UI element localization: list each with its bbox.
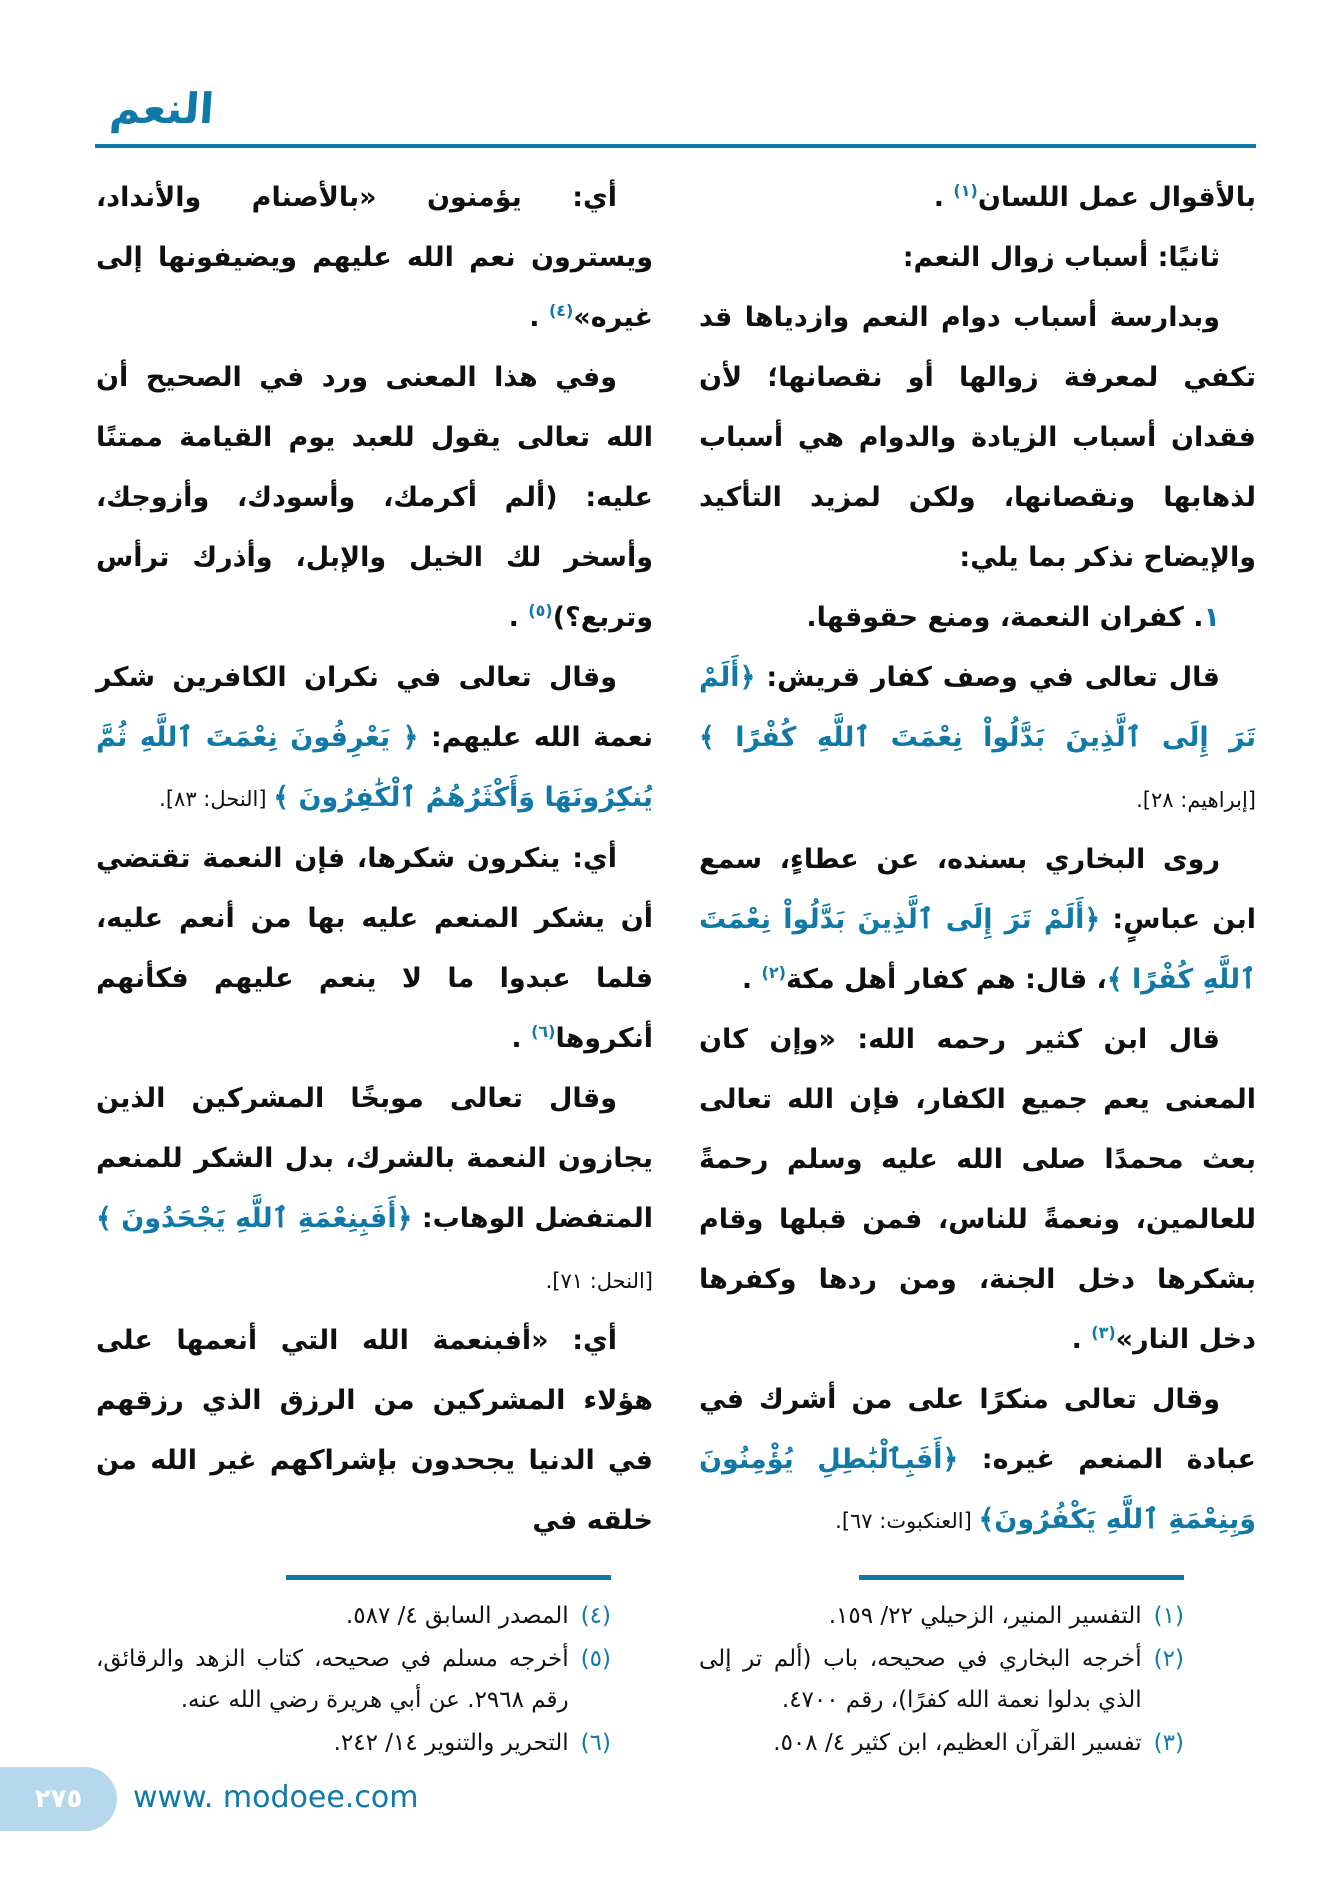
right-column — [699, 168, 1256, 1766]
verse-reference: [إبراهيم: ٢٨]. — [1136, 788, 1256, 812]
footnotes-separator — [859, 1575, 1184, 1580]
footnote-number: (٦) — [580, 1730, 611, 1756]
paragraph-provision-explanation — [96, 1311, 653, 1551]
footnote-number: (١) — [1153, 1603, 1184, 1629]
paragraph-text: بالأقوال عمل اللسان — [977, 182, 1256, 213]
footnote-number: (٣) — [1153, 1730, 1184, 1756]
page-number: ٢٧٥ — [34, 1784, 83, 1814]
paragraph-text: . — [933, 182, 954, 213]
website-url: www. modoee.com — [133, 1780, 419, 1815]
list-number: ١ — [1203, 602, 1220, 633]
paragraph-text: روى البخاري بسنده، عن عطاءٍ، سمع ابن عباسٍ: — [699, 844, 1256, 935]
paragraph-text: وفي هذا المعنى ورد في الصحيح أن الله تعالى يقول للعبد يوم القيامة ممتنًا عليه: (ألم أكرمك، وأسودك، وأزوجك، وأسخر لك الخيل والإبل، وأذرك ترأس وتربع؟) — [96, 362, 653, 633]
paragraph-text: . — [529, 302, 549, 333]
paragraph-study-reasons: وبدارسة أسباب دوام النعم وازدياها قد تكفي لمعرفة زوالها أو نقصانها؛ لأن فقدان أسباب الزيادة والدوام هي أسباب لذهابها ونقصانها، ولكن لمزيد التأكيد والإيضاح نذكر بما يلي: — [699, 302, 1256, 573]
paragraph-text: أي: ينكرون شكرها، فإن النعمة تقتضي أن يشكر المنعم عليه بها من أنعم عليه، فلما عبدوا ما لا ينعم عليهم فكأنهم أنكروها — [96, 843, 653, 1054]
paragraph-denial-explanation — [96, 829, 653, 1069]
paragraph-text: قال ابن كثير رحمه الله: «وإن كان المعنى يعم جميع الكفار، فإن الله تعالى بعث محمدًا صلى الله عليه وسلم رحمةً للعالمين، ونعمةً للناس، فمن قبلها وقام بشكرها دخل الجنة، ومن ردها وكفرها دخل النار» — [699, 1024, 1256, 1355]
footnote-marker-6: (٦) — [531, 1022, 556, 1041]
quran-verse: ﴿أَفَبِنِعْمَةِ ٱللَّهِ يَجْحَدُونَ ﴾ — [96, 1203, 413, 1234]
list-item-text: . كفران النعمة، ومنع حقوقها. — [806, 602, 1204, 633]
header-rule — [95, 144, 1256, 148]
page-number-pill — [0, 1767, 117, 1831]
paragraph-shirk-denial — [699, 1370, 1256, 1551]
paragraph-text: . — [1071, 1324, 1092, 1355]
footnote-text: أخرجه مسلم في صحيحه، كتاب الزهد والرقائق، رقم ٢٩٦٨. عن أبي هريرة رضي الله عنه. — [96, 1646, 569, 1713]
footnote-text: التحرير والتنوير ١٤/ ٢٤٢. — [333, 1730, 569, 1756]
paragraph-text: أي: «أفبنعمة الله التي أنعمها على هؤلاء المشركين من الرزق الذي رزقهم في الدنيا يجحدون بإشراكهم غير الله من خلقه في — [96, 1325, 653, 1536]
paragraph-sahih-hadith — [96, 348, 653, 648]
verse-reference: [النحل: ٧١]. — [545, 1269, 653, 1293]
paragraph-text: وقال تعالى موبخًا المشركين الذين يجازون النعمة بالشرك، بدل الشكر للمنعم المتفضل الوهاب: — [96, 1083, 653, 1234]
paragraph-idols-explanation — [96, 168, 653, 348]
paragraph-text: أي: يؤمنون «بالأصنام والأنداد، ويسترون نعم الله عليهم ويضيفونها إلى غيره» — [96, 182, 653, 333]
footnote-text: التفسير المنير، الزحيلي ٢٢/ ١٥٩. — [828, 1603, 1142, 1629]
paragraph-text: . — [508, 602, 529, 633]
footnote-text: أخرجه البخاري في صحيحه، باب (ألم تر إلى الذي بدلوا نعمة الله كفرًا)، رقم ٤٧٠٠. — [699, 1646, 1142, 1713]
paragraph-text: . — [741, 964, 762, 995]
quran-verse: ﴿أَفَبِٱلْبَٰطِلِ يُؤْمِنُونَ وَبِنِعْمَةِ ٱللَّهِ يَكْفُرُونَ﴾ — [699, 1444, 1256, 1535]
paragraph-text: قال تعالى في وصف كفار قريش: — [755, 662, 1220, 693]
footnote-marker-5: (٥) — [528, 601, 553, 620]
page-title: النعم — [108, 84, 216, 133]
footnote-number: (٤) — [580, 1603, 611, 1629]
footnotes-separator — [286, 1575, 611, 1580]
page-content — [95, 168, 1256, 1766]
footnote-marker-2: (٢) — [761, 963, 786, 982]
footnote — [96, 1596, 611, 1637]
paragraph-text: وقال تعالى في نكران الكافرين شكر نعمة الله عليهم: — [96, 662, 653, 753]
footnote — [699, 1723, 1184, 1764]
paragraph-quraysh-verse — [699, 648, 1256, 830]
list-item-1 — [699, 588, 1256, 648]
footnote-number: (٥) — [580, 1646, 611, 1672]
quran-verse: ﴿أَلَمْ تَرَ إِلَى ٱلَّذِينَ بَدَّلُواْ نِعْمَتَ ٱللَّهِ كُفْرًا ﴾ — [699, 904, 1256, 995]
verse-reference: [العنكبوت: ٦٧]. — [835, 1509, 979, 1533]
footnote-marker-3: (٣) — [1091, 1323, 1116, 1342]
footnote-text: المصدر السابق ٤/ ٥٨٧. — [345, 1603, 569, 1629]
footnotes-left — [96, 1575, 653, 1764]
footnote — [96, 1639, 611, 1721]
paragraph-text: . — [511, 1023, 532, 1054]
footnotes-right — [699, 1575, 1256, 1764]
footnote-marker-1: (١) — [953, 181, 978, 200]
paragraph-bukhari-narration — [699, 830, 1256, 1010]
left-column — [96, 168, 653, 1766]
verse-reference: [النحل: ٨٣]. — [159, 787, 274, 811]
quran-verse: ﴿أَلَمْ تَرَ إِلَى ٱلَّذِينَ بَدَّلُواْ نِعْمَتَ ٱللَّهِ كُفْرًا ﴾ — [699, 662, 1256, 753]
paragraph-denial-verse — [96, 648, 653, 829]
footnote-number: (٢) — [1153, 1646, 1184, 1672]
paragraph-text: ، قال: هم كفار أهل مكة — [785, 964, 1107, 995]
footnote-text: تفسير القرآن العظيم، ابن كثير ٤/ ٥٠٨. — [773, 1730, 1142, 1756]
footnote — [96, 1723, 611, 1764]
footnote — [699, 1596, 1184, 1637]
paragraph-ibn-kathir-quote — [699, 1010, 1256, 1370]
footnote-marker-4: (٤) — [548, 301, 574, 320]
quran-verse: ﴿ يَعْرِفُونَ نِعْمَتَ ٱللَّهِ ثُمَّ يُنكِرُونَهَا وَأَكْثَرُهُمُ ٱلْكَٰفِرُونَ ﴾ — [96, 722, 653, 813]
paragraph-text: وقال تعالى منكرًا على من أشرك في عبادة المنعم غيره: — [699, 1384, 1256, 1475]
footnote — [699, 1639, 1184, 1721]
paragraph-rebuke-verse — [96, 1069, 653, 1311]
section-heading: ثانيًا: أسباب زوال النعم: — [902, 242, 1220, 273]
paragraph-intro-tail — [699, 168, 1256, 228]
